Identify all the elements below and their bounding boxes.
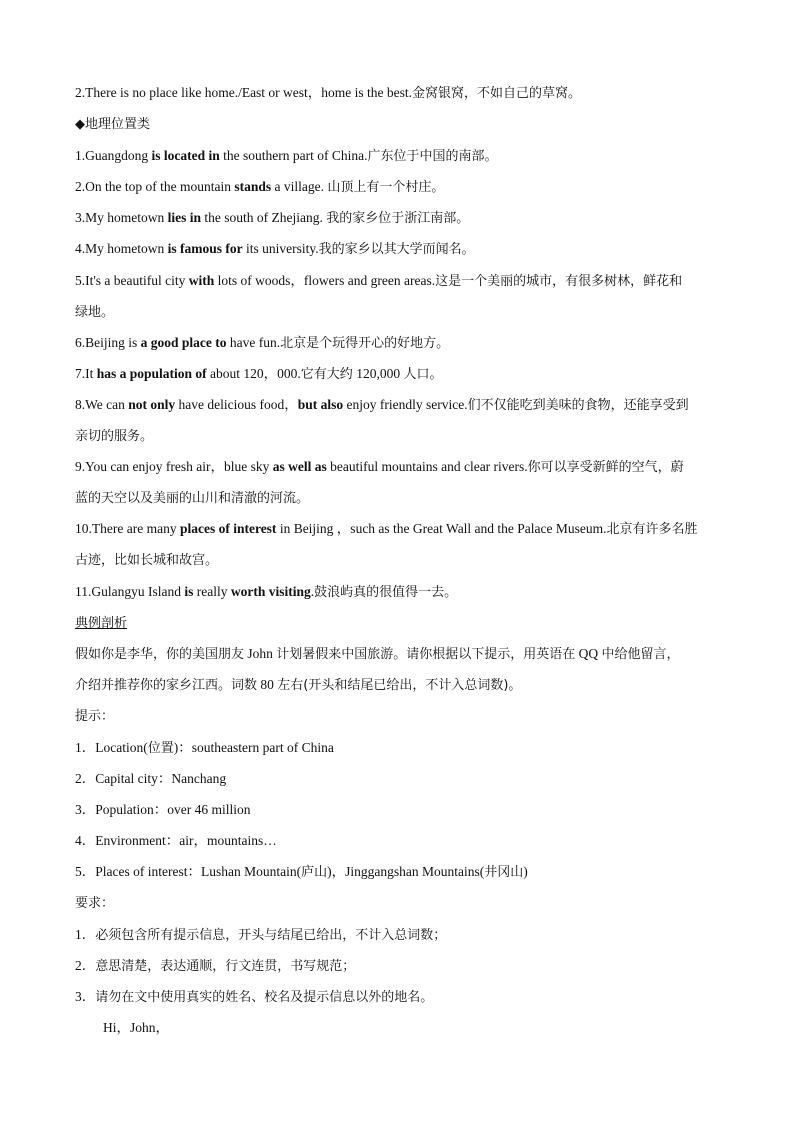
text-line [75,583,724,602]
text-segment: 2．Capital city：Nanchang [75,771,227,786]
text-segment: 意思清楚，表达通顺，行文连贯，书写规范； [95,959,356,974]
text-line [75,334,724,353]
text-segment: 2.There is no place like home./East or west，home is the best. [75,85,413,100]
text-segment: 要求： [75,896,115,911]
text-segment: the south of Zhejiang. [201,210,327,225]
text-segment: enjoy friendly service. [343,397,468,412]
text-segment: 4.My hometown [75,241,168,256]
text-segment: 广东位于中国的南部。 [367,149,498,164]
text-line [75,863,724,882]
text-segment: 1．Location( [75,740,148,755]
text-segment: 11.Gulangyu Island [75,584,185,599]
text-segment: 5．Places of interest：Lushan Mountain( [75,864,302,879]
text-segment: 北京有许多名胜 [606,522,698,537]
text-line [75,147,724,166]
text-segment: 人口。 [403,367,443,382]
text-segment: 10.There are many [75,521,180,536]
text-segment: 4．Environment：air，mountains… [75,833,277,848]
text-segment: 这是一个美丽的城市，有很多树林，鲜花和 [435,274,683,289]
text-line [75,115,724,134]
text-line [75,707,724,726]
text-segment: a village. [271,179,328,194]
text-segment: QQ [575,646,602,661]
bold-phrase: lies in [167,210,202,225]
text-segment: 位置 [147,741,174,756]
text-line [75,458,724,477]
text-line [75,427,724,446]
text-segment: 们不仅能吃到美味的食物，还能享受到 [467,398,689,413]
text-segment: 蓝的天空以及美丽的山川和清澈的河流。 [75,491,310,506]
bold-phrase: but also [297,397,344,412]
text-segment: 计划暑假来中国旅游。请你根据以下提示，用英语在 [276,647,576,662]
text-segment: in Beijing ，such as the Great Wall and the Palace Museum. [276,521,607,536]
text-line [75,614,724,633]
text-segment: 亲切的服务。 [75,429,154,444]
text-segment: 井冈山 [484,865,524,880]
bold-phrase: worth visiting [230,584,311,599]
text-line [75,801,724,819]
text-segment: have fun. [226,335,281,350]
bold-phrase: as well as [272,459,327,474]
text-segment: 7.It [75,366,97,381]
text-segment: 古迹，比如长城和故宫。 [75,553,219,568]
text-segment: about 120，000. [206,366,301,381]
text-segment: lots of woods，flowers and green areas. [214,273,436,288]
text-line [75,551,724,570]
text-segment: 左右(开头和结尾已给出，不计入总词数)。 [277,678,522,693]
text-segment: Hi，John， [103,1020,170,1035]
text-segment: 它有大约 [300,367,353,382]
text-segment: its university. [242,241,319,256]
text-segment: 8.We can [75,397,129,412]
text-segment: 金窝银窝，不如自己的草窝。 [412,86,582,101]
text-line [75,770,724,788]
text-line [75,832,724,850]
text-segment: 鼓浪屿真的很值得一去。 [314,585,458,600]
text-segment: 我的家乡位于浙江南部。 [326,211,470,226]
text-segment: 介绍并推荐你的家乡江西。词数 [75,678,258,693]
bold-phrase: is located in [151,148,220,163]
bold-phrase: places of interest [179,521,277,536]
bold-phrase: a good place to [140,335,227,350]
text-segment: 我的家乡以其大学而闻名。 [318,242,475,257]
text-line [75,178,724,197]
text-segment: . [310,584,315,599]
text-line [75,365,724,384]
text-segment: 你可以享受新鲜的空气，蔚 [527,460,684,475]
text-segment: beautiful mountains and clear rivers. [326,459,528,474]
text-segment: )，Jinggangshan Mountains( [327,864,485,879]
text-segment: )：southeastern part of China [173,740,334,755]
bold-phrase: has a population of [96,366,207,381]
text-line [75,894,724,913]
text-segment: 中给他留言， [601,647,680,662]
text-segment: ◆地理位置类 [75,117,150,132]
text-line [75,84,724,103]
bold-phrase: with [188,273,215,288]
text-segment: 必须包含所有提示信息，开头与结尾已给出，不计入总词数； [95,928,447,943]
text-segment: 提示： [75,709,115,724]
text-segment: John [244,646,277,661]
text-line [75,209,724,228]
text-line [75,957,724,976]
text-line [75,739,724,758]
bold-phrase: is famous for [167,241,243,256]
text-line [75,396,724,415]
text-segment: 9.You can enjoy fresh air，blue sky [75,459,273,474]
text-line [75,645,724,664]
text-segment: 1． [75,927,96,942]
text-segment: ) [523,864,528,879]
text-segment: 120,000 [352,366,404,381]
text-segment: really [193,584,231,599]
text-segment: the southern part of China. [219,148,368,163]
text-segment: 5.It's a beautiful city [75,273,189,288]
text-line [75,520,724,539]
text-line [75,676,724,695]
text-segment: 山顶上有一个村庄。 [327,180,445,195]
text-line [75,240,724,259]
bold-phrase: not only [128,397,176,412]
text-segment: 请勿在文中使用真实的姓名、校名及提示信息以外的地名。 [95,990,434,1005]
text-line [75,926,724,945]
text-segment: 80 [257,677,278,692]
text-line [75,988,724,1007]
text-segment: have delicious food， [175,397,298,412]
text-segment: 6.Beijing is [75,335,141,350]
bold-phrase: stands [234,179,272,194]
text-segment: 3． [75,989,96,1004]
text-segment: 1.Guangdong [75,148,152,163]
text-segment: 3.My hometown [75,210,168,225]
text-segment: 绿地。 [75,305,115,320]
text-segment: 庐山 [301,865,328,880]
text-line [75,489,724,508]
text-line [75,303,724,322]
bold-phrase: is [184,584,194,599]
text-segment: 2． [75,958,96,973]
text-segment: 北京是个玩得开心的好地方。 [280,336,450,351]
text-line [103,1019,724,1037]
section-heading: 典例剖析 [75,616,128,631]
text-segment: 假如你是李华，你的美国朋友 [75,647,245,662]
text-line [75,272,724,291]
text-segment: 2.On the top of the mountain [75,179,235,194]
text-segment: 3．Population：over 46 million [75,802,251,817]
